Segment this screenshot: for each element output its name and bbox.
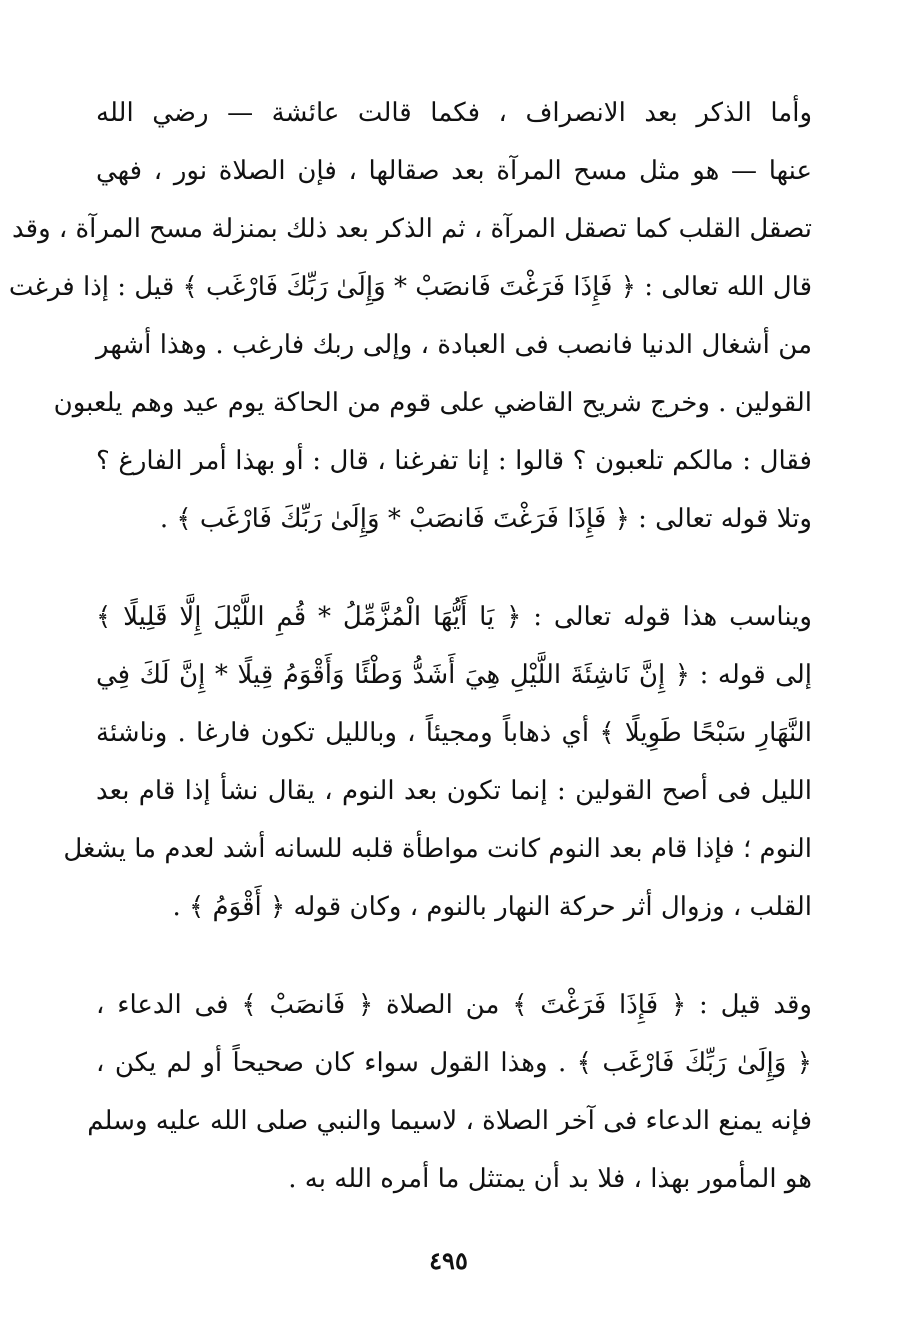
text-line: وقد قيل : ﴿ فَإِذَا فَرَغْتَ ﴾ من الصلاة ﴿ فَانصَبْ ﴾ فى الدعاء ، xyxy=(96,990,812,1020)
text-line: وتلا قوله تعالى : ﴿ فَإِذَا فَرَغْتَ فَانصَبْ * وَإِلَىٰ رَبِّكَ فَارْغَب ﴾ . xyxy=(159,504,812,534)
text-line: فإنه يمنع الدعاء فى آخر الصلاة ، لاسيما والنبي صلى الله عليه وسلم xyxy=(87,1106,812,1136)
text-line: عنها — هو مثل مسح المرآة بعد صقالها ، فإن الصلاة نور ، فهي xyxy=(96,156,812,186)
text-line: من أشغال الدنيا فانصب فى العبادة ، وإلى ربك فارغب . وهذا أشهر xyxy=(96,330,812,360)
page-number: ٤٩٥ xyxy=(429,1246,468,1275)
text-line: القلب ، وزوال أثر حركة النهار بالنوم ، وكان قوله ﴿ أَقْوَمُ ﴾ . xyxy=(172,892,812,922)
text-line: ﴿ وَإِلَىٰ رَبِّكَ فَارْغَب ﴾ . وهذا القول سواء كان صحيحاً أو لم يكن ، xyxy=(96,1048,812,1078)
paragraph-3 xyxy=(87,976,812,1208)
paragraph-gap xyxy=(96,936,812,976)
paragraph-2 xyxy=(63,588,812,936)
text-line: الليل فى أصح القولين : إنما تكون بعد النوم ، يقال نشأ إذا قام بعد xyxy=(96,776,812,806)
text-line: تصقل القلب كما تصقل المرآة ، ثم الذكر بعد ذلك بمنزلة مسح المرآة ، وقد xyxy=(12,214,812,244)
text-line: هو المأمور بهذا ، فلا بد أن يمتثل ما أمره الله به . xyxy=(288,1164,812,1194)
text-line: النَّهَارِ سَبْحًا طَوِيلًا ﴾ أي ذهاباً ومجيئاً ، وبالليل تكون فارغا . وناشئة xyxy=(96,718,812,748)
paragraph-gap xyxy=(96,548,812,588)
text-line: القولين . وخرج شريح القاضي على قوم من الحاكة يوم عيد وهم يلعبون xyxy=(53,388,812,418)
page-body xyxy=(8,84,812,1208)
text-line: إلى قوله : ﴿ إِنَّ نَاشِئَةَ اللَّيْلِ هِيَ أَشَدُّ وَطْئًا وَأَقْوَمُ قِيلًا * إِنَّ لَكَ فِي xyxy=(96,660,812,690)
paragraph-1 xyxy=(8,84,812,548)
text-line: ويناسب هذا قوله تعالى : ﴿ يَا أَيُّهَا الْمُزَّمِّلُ * قُمِ اللَّيْلَ إِلَّا قَلِيلًا ﴾ xyxy=(96,602,812,632)
text-line: فقال : مالكم تلعبون ؟ قالوا : إنا تفرغنا ، قال : أو بهذا أمر الفارغ ؟ xyxy=(96,446,812,476)
text-line: النوم ؛ فإذا قام بعد النوم كانت مواطأة قلبه للسانه أشد لعدم ما يشغل xyxy=(63,834,812,864)
text-line: وأما الذكر بعد الانصراف ، فكما قالت عائشة — رضي الله xyxy=(96,98,812,128)
text-line: قال الله تعالى : ﴿ فَإِذَا فَرَغْتَ فَانصَبْ * وَإِلَىٰ رَبِّكَ فَارْغَب ﴾ قيل : إذا فرغت xyxy=(8,272,812,302)
